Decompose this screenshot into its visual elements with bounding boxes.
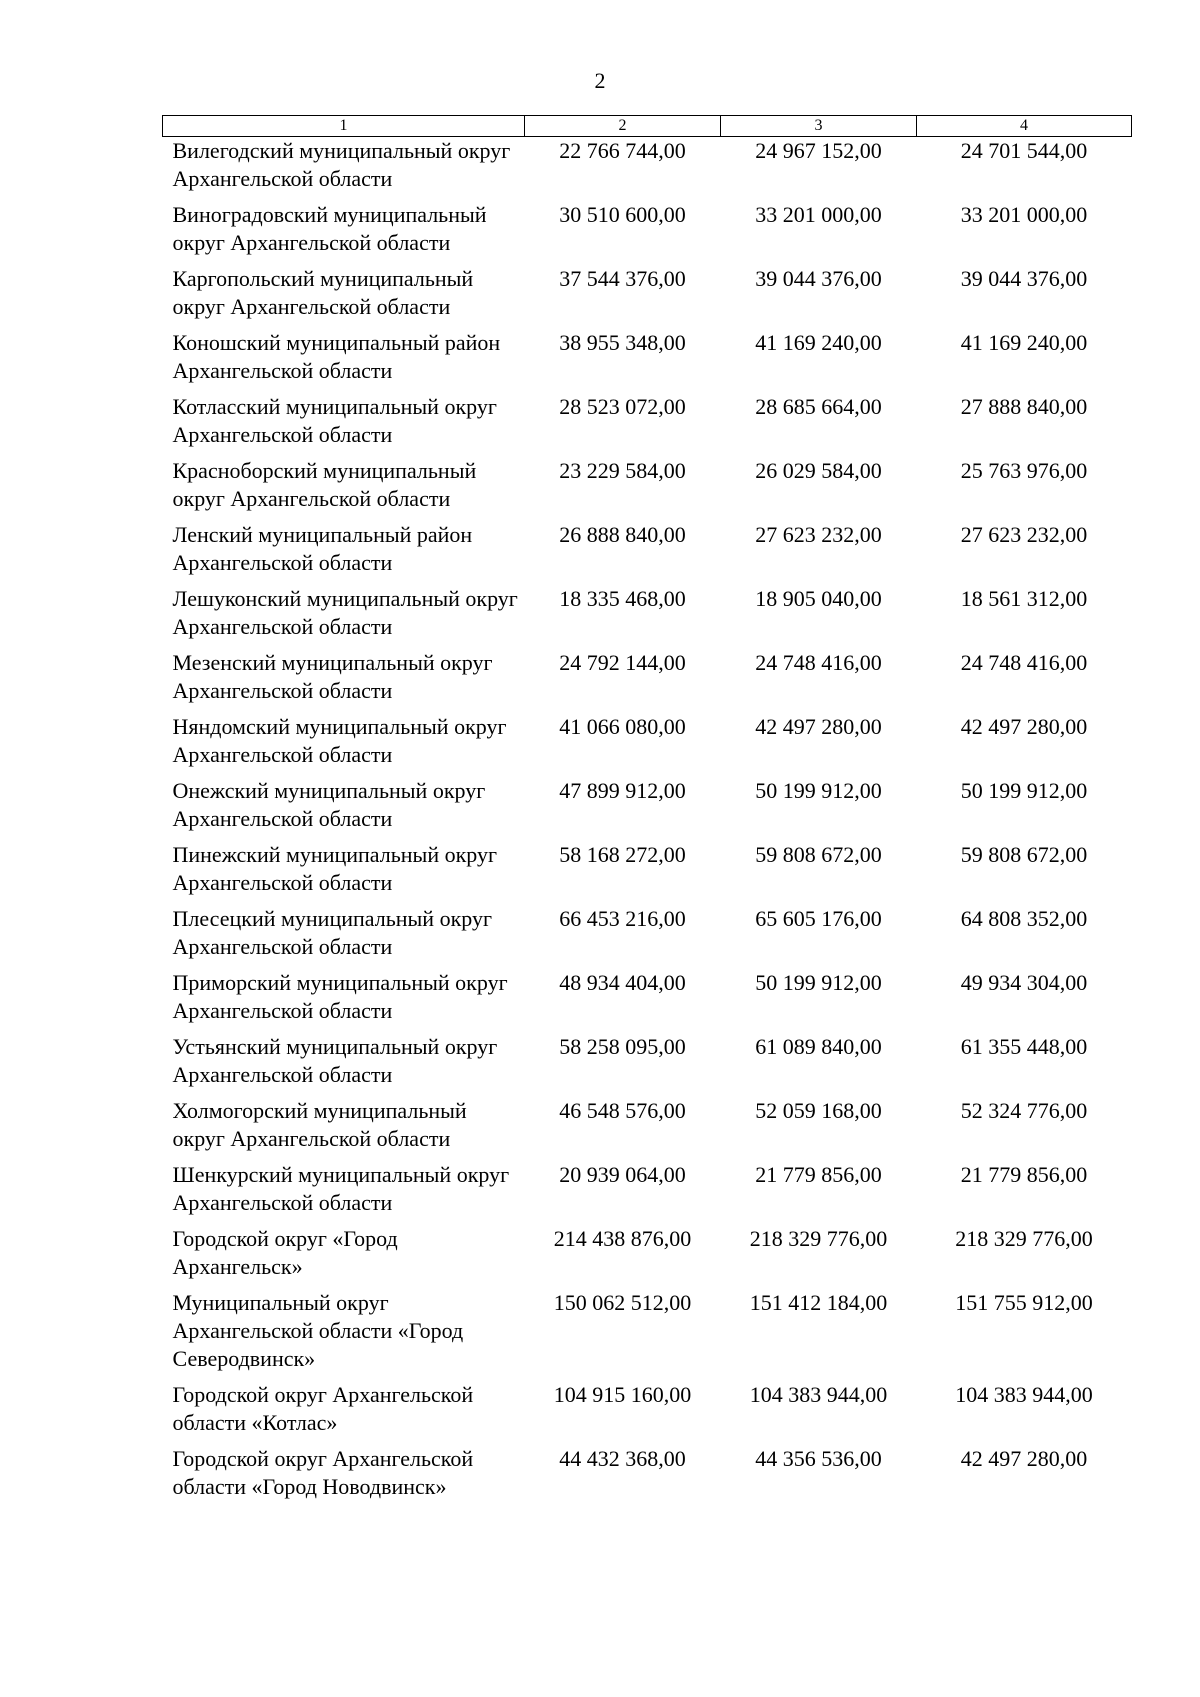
table-row [163,713,1132,777]
value-col-3: 61 089 840,00 [755,1034,882,1059]
value-col-4: 52 324 776,00 [960,1098,1088,1123]
value-col-2: 58 258 095,00 [559,1034,686,1059]
value-col-2: 18 335 468,00 [559,586,686,611]
value-col-4: 104 383 944,00 [955,1382,1093,1407]
value-col-2: 20 939 064,00 [559,1162,686,1187]
municipality-name: Городской округ Архангельской области «Город Новодвинск» [172,1446,474,1499]
table-row [163,1381,1132,1445]
value-col-2: 58 168 272,00 [559,842,686,867]
value-col-2: 104 915 160,00 [553,1382,692,1407]
value-col-2: 24 792 144,00 [559,650,686,675]
page-number: 2 [594,68,606,93]
value-col-4: 18 561 312,00 [960,586,1088,611]
value-col-2: 26 888 840,00 [559,522,686,547]
value-col-3: 39 044 376,00 [755,266,882,291]
value-col-4: 21 779 856,00 [960,1162,1088,1187]
table-row [163,1289,1132,1381]
value-col-3: 28 685 664,00 [755,394,882,419]
value-col-4: 151 755 912,00 [955,1290,1093,1315]
municipality-name: Лешуконский муниципальный округ Архангельской области [172,586,518,639]
value-col-3: 50 199 912,00 [755,778,882,803]
table-row [163,585,1132,649]
value-col-4: 27 888 840,00 [960,394,1088,419]
value-col-2: 23 229 584,00 [559,458,686,483]
value-col-4: 42 497 280,00 [960,1446,1088,1471]
header-row [163,116,1132,137]
value-col-4: 42 497 280,00 [960,714,1088,739]
table-row [163,1445,1132,1509]
value-col-4: 33 201 000,00 [960,202,1088,227]
value-col-2: 22 766 744,00 [559,138,686,163]
municipality-name: Няндомский муниципальный округ Архангельской области [172,714,507,767]
municipality-name: Виноградовский муниципальный округ Архангельской области [172,202,487,255]
table-row [163,457,1132,521]
value-col-3: 24 748 416,00 [755,650,882,675]
value-col-2: 37 544 376,00 [559,266,686,291]
value-col-3: 21 779 856,00 [755,1162,882,1187]
table-body [163,137,1132,1510]
value-col-2: 47 899 912,00 [559,778,686,803]
value-col-3: 33 201 000,00 [755,202,882,227]
value-col-2: 38 955 348,00 [559,330,686,355]
value-col-3: 41 169 240,00 [755,330,882,355]
table-row [163,137,1132,202]
value-col-2: 46 548 576,00 [559,1098,686,1123]
value-col-4: 27 623 232,00 [960,522,1088,547]
value-col-3: 52 059 168,00 [755,1098,882,1123]
value-col-3: 44 356 536,00 [755,1446,882,1471]
table-row [163,841,1132,905]
municipality-name: Городской округ «Город Архангельск» [172,1226,398,1279]
value-col-2: 150 062 512,00 [553,1290,692,1315]
value-col-4: 64 808 352,00 [960,906,1088,931]
municipality-name: Ленский муниципальный район Архангельской области [172,522,473,575]
value-col-3: 18 905 040,00 [755,586,882,611]
municipality-name: Шенкурский муниципальный округ Архангельской области [172,1162,510,1215]
table-row [163,1097,1132,1161]
municipality-name: Холмогорский муниципальный округ Архангельской области [172,1098,467,1151]
value-col-2: 66 453 216,00 [559,906,686,931]
value-col-3: 151 412 184,00 [749,1290,888,1315]
value-col-3: 42 497 280,00 [755,714,882,739]
column-header-1: 1 [163,116,525,137]
value-col-4: 59 808 672,00 [960,842,1088,867]
municipality-name: Вилегодский муниципальный округ Архангельской области [172,138,511,191]
value-col-2: 28 523 072,00 [559,394,686,419]
municipality-name: Каргопольский муниципальный округ Архангельской области [172,266,474,319]
column-header-3: 3 [721,116,917,137]
table-row [163,1225,1132,1289]
value-col-2: 214 438 876,00 [553,1226,692,1251]
table-row [163,649,1132,713]
value-col-3: 24 967 152,00 [755,138,882,163]
municipality-name: Красноборский муниципальный округ Архангельской области [172,458,477,511]
value-col-3: 27 623 232,00 [755,522,882,547]
value-col-4: 41 169 240,00 [960,330,1088,355]
table-row [163,329,1132,393]
table-row [163,201,1132,265]
value-col-4: 50 199 912,00 [960,778,1088,803]
value-col-3: 104 383 944,00 [749,1382,888,1407]
column-header-2: 2 [525,116,721,137]
municipality-name: Плесецкий муниципальный округ Архангельской области [172,906,492,959]
table-row [163,905,1132,969]
table-row [163,777,1132,841]
value-col-4: 24 701 544,00 [960,138,1088,163]
value-col-4: 24 748 416,00 [960,650,1088,675]
value-col-4: 49 934 304,00 [960,970,1088,995]
municipality-name: Приморский муниципальный округ Архангельской области [172,970,508,1023]
table-row [163,265,1132,329]
value-col-3: 218 329 776,00 [749,1226,888,1251]
municipality-name: Городской округ Архангельской области «Котлас» [172,1382,474,1435]
table-row [163,1033,1132,1097]
value-col-4: 25 763 976,00 [960,458,1088,483]
municipality-name: Пинежский муниципальный округ Архангельской области [172,842,498,895]
column-header-4: 4 [917,116,1132,137]
value-col-3: 59 808 672,00 [755,842,882,867]
value-col-4: 61 355 448,00 [960,1034,1088,1059]
value-col-2: 41 066 080,00 [559,714,686,739]
table-row [163,521,1132,585]
municipality-name: Коношский муниципальный район Архангельской области [172,330,501,383]
municipality-name: Муниципальный округ Архангельской области «Город Северодвинск» [172,1290,464,1371]
value-col-2: 48 934 404,00 [559,970,686,995]
budget-table [162,115,1132,1509]
table-row [163,393,1132,457]
value-col-3: 26 029 584,00 [755,458,882,483]
municipality-name: Онежский муниципальный округ Архангельской области [172,778,486,831]
value-col-2: 44 432 368,00 [559,1446,686,1471]
table-row [163,1161,1132,1225]
value-col-3: 50 199 912,00 [755,970,882,995]
municipality-name: Мезенский муниципальный округ Архангельской области [172,650,493,703]
value-col-2: 30 510 600,00 [559,202,686,227]
municipality-name: Устьянский муниципальный округ Архангельской области [172,1034,498,1087]
value-col-3: 65 605 176,00 [755,906,882,931]
value-col-4: 39 044 376,00 [960,266,1088,291]
table-row [163,969,1132,1033]
municipality-name: Котласский муниципальный округ Архангельской области [172,394,497,447]
value-col-4: 218 329 776,00 [955,1226,1093,1251]
table-header [163,116,1132,137]
